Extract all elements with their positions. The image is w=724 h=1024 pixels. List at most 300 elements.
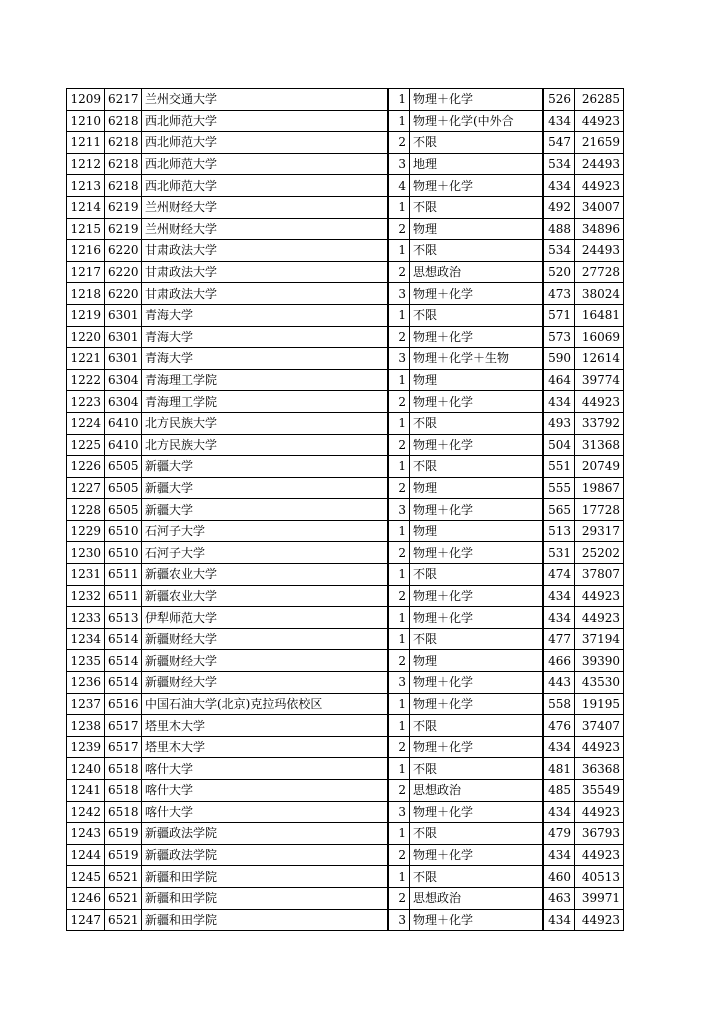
row-index-cell: 1241	[67, 780, 105, 802]
group-number-cell: 1	[388, 240, 410, 262]
school-code-cell: 6521	[105, 887, 142, 909]
min-score-cell: 434	[543, 585, 575, 607]
group-number-cell: 2	[388, 585, 410, 607]
group-number-cell: 3	[388, 348, 410, 370]
table-row	[67, 304, 624, 326]
school-name-cell: 新疆农业大学	[142, 585, 388, 607]
subject-requirement-cell: 物理＋化学	[410, 283, 543, 305]
min-rank-cell: 44923	[575, 844, 624, 866]
school-code-cell: 6217	[105, 89, 142, 111]
subject-requirement-cell: 物理＋化学	[410, 693, 543, 715]
min-score-cell: 434	[543, 736, 575, 758]
min-score-cell: 476	[543, 715, 575, 737]
subject-requirement-cell: 物理＋化学	[410, 736, 543, 758]
table-row	[67, 693, 624, 715]
min-score-cell: 434	[543, 391, 575, 413]
subject-requirement-cell: 不限	[410, 196, 543, 218]
school-code-cell: 6301	[105, 348, 142, 370]
row-index-cell: 1244	[67, 844, 105, 866]
school-code-cell: 6521	[105, 866, 142, 888]
school-name-cell: 新疆财经大学	[142, 672, 388, 694]
school-code-cell: 6519	[105, 823, 142, 845]
subject-requirement-cell: 物理＋化学	[410, 672, 543, 694]
group-number-cell: 1	[388, 110, 410, 132]
subject-requirement-cell: 不限	[410, 758, 543, 780]
subject-requirement-cell: 不限	[410, 628, 543, 650]
school-name-cell: 青海理工学院	[142, 391, 388, 413]
min-score-cell: 434	[543, 801, 575, 823]
min-score-cell: 485	[543, 780, 575, 802]
row-index-cell: 1247	[67, 909, 105, 931]
min-rank-cell: 16069	[575, 326, 624, 348]
min-score-cell: 473	[543, 283, 575, 305]
table-row	[67, 650, 624, 672]
school-code-cell: 6410	[105, 434, 142, 456]
group-number-cell: 1	[388, 715, 410, 737]
subject-requirement-cell: 不限	[410, 823, 543, 845]
min-rank-cell: 29317	[575, 520, 624, 542]
school-code-cell: 6220	[105, 240, 142, 262]
min-score-cell: 573	[543, 326, 575, 348]
table-row	[67, 887, 624, 909]
min-score-cell: 558	[543, 693, 575, 715]
table-row	[67, 132, 624, 154]
group-number-cell: 1	[388, 369, 410, 391]
school-name-cell: 新疆财经大学	[142, 650, 388, 672]
row-index-cell: 1242	[67, 801, 105, 823]
table-row	[67, 607, 624, 629]
admission-table	[66, 88, 624, 931]
min-score-cell: 464	[543, 369, 575, 391]
table-row	[67, 110, 624, 132]
table-row	[67, 89, 624, 111]
subject-requirement-cell: 物理＋化学	[410, 542, 543, 564]
min-score-cell: 463	[543, 887, 575, 909]
min-score-cell: 477	[543, 628, 575, 650]
min-score-cell: 434	[543, 909, 575, 931]
row-index-cell: 1233	[67, 607, 105, 629]
group-number-cell: 3	[388, 909, 410, 931]
min-rank-cell: 44923	[575, 175, 624, 197]
group-number-cell: 1	[388, 564, 410, 586]
min-rank-cell: 44923	[575, 607, 624, 629]
school-code-cell: 6513	[105, 607, 142, 629]
school-name-cell: 青海理工学院	[142, 369, 388, 391]
group-number-cell: 1	[388, 520, 410, 542]
min-rank-cell: 34896	[575, 218, 624, 240]
min-score-cell: 434	[543, 175, 575, 197]
subject-requirement-cell: 物理	[410, 520, 543, 542]
min-rank-cell: 21659	[575, 132, 624, 154]
group-number-cell: 1	[388, 89, 410, 111]
school-code-cell: 6220	[105, 283, 142, 305]
subject-requirement-cell: 物理＋化学	[410, 844, 543, 866]
min-score-cell: 474	[543, 564, 575, 586]
row-index-cell: 1230	[67, 542, 105, 564]
min-rank-cell: 24493	[575, 240, 624, 262]
table-row	[67, 412, 624, 434]
table-row	[67, 196, 624, 218]
subject-requirement-cell: 不限	[410, 564, 543, 586]
min-rank-cell: 40513	[575, 866, 624, 888]
subject-requirement-cell: 物理＋化学	[410, 326, 543, 348]
table-row	[67, 326, 624, 348]
min-score-cell: 479	[543, 823, 575, 845]
min-rank-cell: 16481	[575, 304, 624, 326]
school-code-cell: 6514	[105, 650, 142, 672]
min-score-cell: 534	[543, 240, 575, 262]
school-code-cell: 6505	[105, 477, 142, 499]
min-rank-cell: 44923	[575, 909, 624, 931]
school-name-cell: 北方民族大学	[142, 412, 388, 434]
min-rank-cell: 34007	[575, 196, 624, 218]
school-name-cell: 青海大学	[142, 348, 388, 370]
min-score-cell: 443	[543, 672, 575, 694]
min-rank-cell: 27728	[575, 261, 624, 283]
row-index-cell: 1243	[67, 823, 105, 845]
subject-requirement-cell: 地理	[410, 153, 543, 175]
row-index-cell: 1220	[67, 326, 105, 348]
school-name-cell: 北方民族大学	[142, 434, 388, 456]
subject-requirement-cell: 物理＋化学	[410, 89, 543, 111]
school-code-cell: 6514	[105, 672, 142, 694]
subject-requirement-cell: 物理	[410, 369, 543, 391]
row-index-cell: 1213	[67, 175, 105, 197]
school-code-cell: 6518	[105, 758, 142, 780]
school-name-cell: 新疆政法学院	[142, 823, 388, 845]
table-row	[67, 434, 624, 456]
subject-requirement-cell: 物理＋化学(中外合	[410, 110, 543, 132]
min-rank-cell: 37407	[575, 715, 624, 737]
school-name-cell: 新疆大学	[142, 499, 388, 521]
min-rank-cell: 36793	[575, 823, 624, 845]
school-code-cell: 6510	[105, 542, 142, 564]
subject-requirement-cell: 物理＋化学＋生物	[410, 348, 543, 370]
subject-requirement-cell: 物理	[410, 218, 543, 240]
table-row	[67, 585, 624, 607]
school-name-cell: 塔里木大学	[142, 736, 388, 758]
min-score-cell: 460	[543, 866, 575, 888]
school-code-cell: 6511	[105, 585, 142, 607]
subject-requirement-cell: 物理＋化学	[410, 499, 543, 521]
school-name-cell: 石河子大学	[142, 520, 388, 542]
group-number-cell: 1	[388, 866, 410, 888]
school-name-cell: 兰州财经大学	[142, 196, 388, 218]
group-number-cell: 1	[388, 823, 410, 845]
min-score-cell: 590	[543, 348, 575, 370]
school-name-cell: 甘肃政法大学	[142, 261, 388, 283]
school-name-cell: 伊犁师范大学	[142, 607, 388, 629]
row-index-cell: 1239	[67, 736, 105, 758]
row-index-cell: 1236	[67, 672, 105, 694]
min-score-cell: 513	[543, 520, 575, 542]
row-index-cell: 1232	[67, 585, 105, 607]
school-code-cell: 6521	[105, 909, 142, 931]
school-name-cell: 兰州交通大学	[142, 89, 388, 111]
table-row	[67, 909, 624, 931]
school-name-cell: 青海大学	[142, 326, 388, 348]
group-number-cell: 2	[388, 434, 410, 456]
row-index-cell: 1218	[67, 283, 105, 305]
table-row	[67, 477, 624, 499]
group-number-cell: 2	[388, 218, 410, 240]
min-score-cell: 434	[543, 110, 575, 132]
school-name-cell: 喀什大学	[142, 758, 388, 780]
school-code-cell: 6410	[105, 412, 142, 434]
school-code-cell: 6219	[105, 218, 142, 240]
school-name-cell: 石河子大学	[142, 542, 388, 564]
group-number-cell: 1	[388, 693, 410, 715]
table-row	[67, 391, 624, 413]
school-name-cell: 塔里木大学	[142, 715, 388, 737]
min-rank-cell: 37807	[575, 564, 624, 586]
row-index-cell: 1223	[67, 391, 105, 413]
school-code-cell: 6218	[105, 175, 142, 197]
school-code-cell: 6519	[105, 844, 142, 866]
table-row	[67, 823, 624, 845]
school-name-cell: 新疆和田学院	[142, 909, 388, 931]
subject-requirement-cell: 思想政治	[410, 780, 543, 802]
min-rank-cell: 39774	[575, 369, 624, 391]
min-rank-cell: 25202	[575, 542, 624, 564]
group-number-cell: 2	[388, 261, 410, 283]
table-row	[67, 456, 624, 478]
table-body	[67, 89, 624, 931]
school-name-cell: 兰州财经大学	[142, 218, 388, 240]
min-rank-cell: 44923	[575, 110, 624, 132]
subject-requirement-cell: 不限	[410, 715, 543, 737]
table-row	[67, 261, 624, 283]
row-index-cell: 1234	[67, 628, 105, 650]
min-score-cell: 488	[543, 218, 575, 240]
min-score-cell: 434	[543, 844, 575, 866]
group-number-cell: 3	[388, 499, 410, 521]
row-index-cell: 1217	[67, 261, 105, 283]
school-code-cell: 6304	[105, 391, 142, 413]
school-name-cell: 新疆和田学院	[142, 887, 388, 909]
row-index-cell: 1238	[67, 715, 105, 737]
school-code-cell: 6505	[105, 456, 142, 478]
school-name-cell: 新疆农业大学	[142, 564, 388, 586]
table-row	[67, 153, 624, 175]
group-number-cell: 2	[388, 780, 410, 802]
subject-requirement-cell: 物理＋化学	[410, 585, 543, 607]
min-rank-cell: 33792	[575, 412, 624, 434]
table-row	[67, 542, 624, 564]
school-code-cell: 6517	[105, 715, 142, 737]
min-score-cell: 547	[543, 132, 575, 154]
min-rank-cell: 20749	[575, 456, 624, 478]
min-rank-cell: 43530	[575, 672, 624, 694]
min-rank-cell: 36368	[575, 758, 624, 780]
min-rank-cell: 35549	[575, 780, 624, 802]
row-index-cell: 1246	[67, 887, 105, 909]
min-rank-cell: 19867	[575, 477, 624, 499]
min-score-cell: 551	[543, 456, 575, 478]
school-name-cell: 喀什大学	[142, 801, 388, 823]
min-rank-cell: 26285	[575, 89, 624, 111]
min-rank-cell: 24493	[575, 153, 624, 175]
row-index-cell: 1231	[67, 564, 105, 586]
min-rank-cell: 44923	[575, 736, 624, 758]
row-index-cell: 1210	[67, 110, 105, 132]
school-name-cell: 新疆政法学院	[142, 844, 388, 866]
min-score-cell: 466	[543, 650, 575, 672]
group-number-cell: 2	[388, 736, 410, 758]
school-code-cell: 6516	[105, 693, 142, 715]
subject-requirement-cell: 不限	[410, 412, 543, 434]
school-code-cell: 6511	[105, 564, 142, 586]
row-index-cell: 1226	[67, 456, 105, 478]
group-number-cell: 1	[388, 456, 410, 478]
table-row	[67, 218, 624, 240]
row-index-cell: 1224	[67, 412, 105, 434]
school-name-cell: 甘肃政法大学	[142, 283, 388, 305]
school-name-cell: 新疆大学	[142, 456, 388, 478]
group-number-cell: 2	[388, 542, 410, 564]
school-code-cell: 6505	[105, 499, 142, 521]
school-name-cell: 喀什大学	[142, 780, 388, 802]
group-number-cell: 1	[388, 628, 410, 650]
table-row	[67, 758, 624, 780]
min-score-cell: 504	[543, 434, 575, 456]
school-code-cell: 6218	[105, 132, 142, 154]
row-index-cell: 1212	[67, 153, 105, 175]
school-code-cell: 6301	[105, 304, 142, 326]
group-number-cell: 2	[388, 844, 410, 866]
group-number-cell: 2	[388, 887, 410, 909]
table-row	[67, 801, 624, 823]
group-number-cell: 2	[388, 650, 410, 672]
school-code-cell: 6218	[105, 110, 142, 132]
min-score-cell: 565	[543, 499, 575, 521]
group-number-cell: 1	[388, 607, 410, 629]
subject-requirement-cell: 思想政治	[410, 887, 543, 909]
min-score-cell: 434	[543, 607, 575, 629]
table-row	[67, 672, 624, 694]
row-index-cell: 1211	[67, 132, 105, 154]
school-code-cell: 6518	[105, 780, 142, 802]
school-code-cell: 6219	[105, 196, 142, 218]
min-score-cell: 481	[543, 758, 575, 780]
subject-requirement-cell: 不限	[410, 866, 543, 888]
group-number-cell: 2	[388, 391, 410, 413]
table-row	[67, 844, 624, 866]
group-number-cell: 2	[388, 132, 410, 154]
row-index-cell: 1235	[67, 650, 105, 672]
row-index-cell: 1216	[67, 240, 105, 262]
row-index-cell: 1228	[67, 499, 105, 521]
table-row	[67, 283, 624, 305]
min-rank-cell: 39971	[575, 887, 624, 909]
min-rank-cell: 19195	[575, 693, 624, 715]
table-row	[67, 175, 624, 197]
row-index-cell: 1245	[67, 866, 105, 888]
school-name-cell: 新疆和田学院	[142, 866, 388, 888]
school-code-cell: 6218	[105, 153, 142, 175]
school-name-cell: 新疆大学	[142, 477, 388, 499]
min-score-cell: 555	[543, 477, 575, 499]
school-name-cell: 西北师范大学	[142, 132, 388, 154]
min-rank-cell: 44923	[575, 801, 624, 823]
row-index-cell: 1240	[67, 758, 105, 780]
school-name-cell: 青海大学	[142, 304, 388, 326]
table-row	[67, 780, 624, 802]
school-code-cell: 6518	[105, 801, 142, 823]
school-name-cell: 中国石油大学(北京)克拉玛依校区	[142, 693, 388, 715]
subject-requirement-cell: 物理	[410, 477, 543, 499]
subject-requirement-cell: 不限	[410, 304, 543, 326]
row-index-cell: 1221	[67, 348, 105, 370]
group-number-cell: 4	[388, 175, 410, 197]
group-number-cell: 2	[388, 477, 410, 499]
group-number-cell: 2	[388, 326, 410, 348]
subject-requirement-cell: 不限	[410, 132, 543, 154]
school-code-cell: 6220	[105, 261, 142, 283]
row-index-cell: 1225	[67, 434, 105, 456]
school-name-cell: 甘肃政法大学	[142, 240, 388, 262]
table-row	[67, 240, 624, 262]
subject-requirement-cell: 物理＋化学	[410, 801, 543, 823]
subject-requirement-cell: 物理＋化学	[410, 607, 543, 629]
row-index-cell: 1227	[67, 477, 105, 499]
school-code-cell: 6514	[105, 628, 142, 650]
table-row	[67, 499, 624, 521]
subject-requirement-cell: 物理＋化学	[410, 391, 543, 413]
group-number-cell: 1	[388, 196, 410, 218]
school-name-cell: 西北师范大学	[142, 153, 388, 175]
group-number-cell: 3	[388, 153, 410, 175]
school-name-cell: 西北师范大学	[142, 175, 388, 197]
min-score-cell: 492	[543, 196, 575, 218]
group-number-cell: 1	[388, 758, 410, 780]
table-row	[67, 564, 624, 586]
row-index-cell: 1215	[67, 218, 105, 240]
school-name-cell: 西北师范大学	[142, 110, 388, 132]
subject-requirement-cell: 物理＋化学	[410, 434, 543, 456]
min-score-cell: 571	[543, 304, 575, 326]
group-number-cell: 3	[388, 801, 410, 823]
group-number-cell: 1	[388, 304, 410, 326]
group-number-cell: 1	[388, 412, 410, 434]
table-row	[67, 715, 624, 737]
table-row	[67, 348, 624, 370]
min-rank-cell: 37194	[575, 628, 624, 650]
school-code-cell: 6301	[105, 326, 142, 348]
min-rank-cell: 39390	[575, 650, 624, 672]
row-index-cell: 1219	[67, 304, 105, 326]
table-row	[67, 520, 624, 542]
subject-requirement-cell: 物理＋化学	[410, 909, 543, 931]
group-number-cell: 3	[388, 283, 410, 305]
min-rank-cell: 17728	[575, 499, 624, 521]
subject-requirement-cell: 不限	[410, 456, 543, 478]
table-row	[67, 628, 624, 650]
school-code-cell: 6517	[105, 736, 142, 758]
subject-requirement-cell: 不限	[410, 240, 543, 262]
row-index-cell: 1214	[67, 196, 105, 218]
min-rank-cell: 31368	[575, 434, 624, 456]
min-score-cell: 534	[543, 153, 575, 175]
row-index-cell: 1229	[67, 520, 105, 542]
table-row	[67, 736, 624, 758]
min-score-cell: 531	[543, 542, 575, 564]
min-score-cell: 520	[543, 261, 575, 283]
row-index-cell: 1237	[67, 693, 105, 715]
min-score-cell: 526	[543, 89, 575, 111]
subject-requirement-cell: 物理	[410, 650, 543, 672]
school-code-cell: 6510	[105, 520, 142, 542]
